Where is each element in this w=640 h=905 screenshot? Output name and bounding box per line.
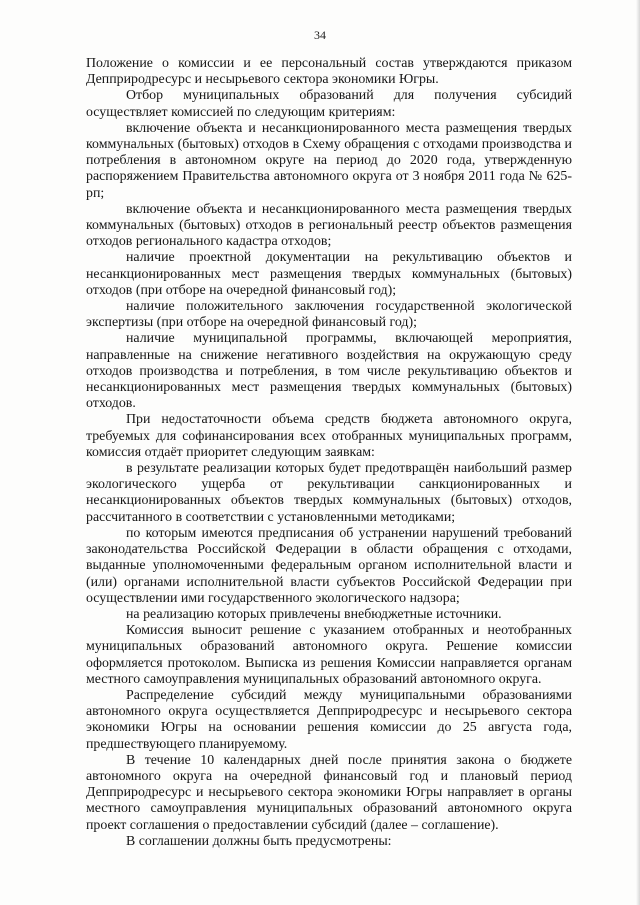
paragraph-criterion-program: наличие муниципальной программы, включающей мероприятия, направленные на снижение негативного воздействия на окружающую среду отходов производства и потребления, в том числе рекультивацию объектов и несанкционированных мест размещения твердых коммунальных (бытовых) отходов.	[86, 331, 572, 412]
document-body	[86, 56, 572, 850]
paragraph-subsidy-distribution: Распределение субсидий между муниципальными образованиями автономного округа осуществляется Депприродресурс и несырьевого сектора экономики Югры на основании решения комиссии до 25 августа года, предшествующего планируемому.	[86, 687, 572, 752]
scan-edge-shadow	[636, 0, 640, 905]
paragraph-criterion-expertise: наличие положительного заключения государственной экологической экспертизы (при отборе на очередной финансовый год);	[86, 299, 572, 331]
paragraph-criterion-registry: включение объекта и несанкционированного места размещения твердых коммунальных (бытовых) отходов в региональный реестр объектов размещения отходов регионального кадастра отходов;	[86, 201, 572, 250]
page-number: 34	[314, 28, 326, 42]
paragraph-priority-intro: При недостаточности объема средств бюджета автономного округа, требуемых для софинансирования всех отобранных муниципальных программ, комиссия отдаёт приоритет следующим заявкам:	[86, 412, 572, 460]
paragraph-priority-damage: в результате реализации которых будет предотвращён наибольший размер экологического ущерба от рекультивации санкционированных и несанкционированных объектов твердых коммунальных (бытовых) отходов, рассчитанного в соответствии с установленными методиками;	[86, 461, 572, 525]
paragraph-selection-intro: Отбор муниципальных образований для получения субсидий осуществляет комиссией по следующим критериям:	[86, 88, 572, 120]
paragraph-priority-orders: по которым имеются предписания об устранении нарушений требований законодательства Российской Федерации в области обращения с отходами, выданные уполномоченными федеральным органом исполнительной власти и (или) органами исполнительной власти субъектов Российской Федерации при осуществлении ими государственного экологического надзора;	[86, 525, 572, 606]
paragraph-priority-extrabudget: на реализацию которых привлечены внебюджетные источники.	[126, 606, 502, 622]
paragraph-commission-regulation: Положение о комиссии и ее персональный состав утверждаются приказом Депприродресурс и несырьевого сектора экономики Югры.	[86, 56, 572, 88]
paragraph-criterion-project-docs: наличие проектной документации на рекультивацию объектов и несанкционированных мест размещения твердых коммунальных (бытовых) отходов (при отборе на очередной финансовый год);	[86, 250, 572, 298]
paragraph-agreement-draft: В течение 10 календарных дней после принятия закона о бюджете автономного округа на очередной финансовый год и плановый период Депприродресурс и несырьевого сектора экономики Югры направляет в органы местного самоуправления муниципальных образований автономного округа проект соглашения о предоставлении субсидий (далее – соглашение).	[86, 752, 572, 833]
paragraph-commission-decision: Комиссия выносит решение с указанием отобранных и неотобранных муниципальных образований автономного округа. Решение комиссии оформляется протоколом. Выписка из решения Комиссии направляется органам местного самоуправления муниципальных образований автономного округа.	[86, 623, 572, 687]
paragraph-agreement-provisions: В соглашении должны быть предусмотрены:	[126, 833, 392, 849]
paragraph-criterion-scheme: включение объекта и несанкционированного места размещения твердых коммунальных (бытовых) отходов в Схему обращения с отходами производства и потребления в автономном округе на период до 2020 года, утвержденную распоряжением Правительства автономного округа от 3 ноября 2011 года № 625-рп;	[86, 120, 572, 201]
